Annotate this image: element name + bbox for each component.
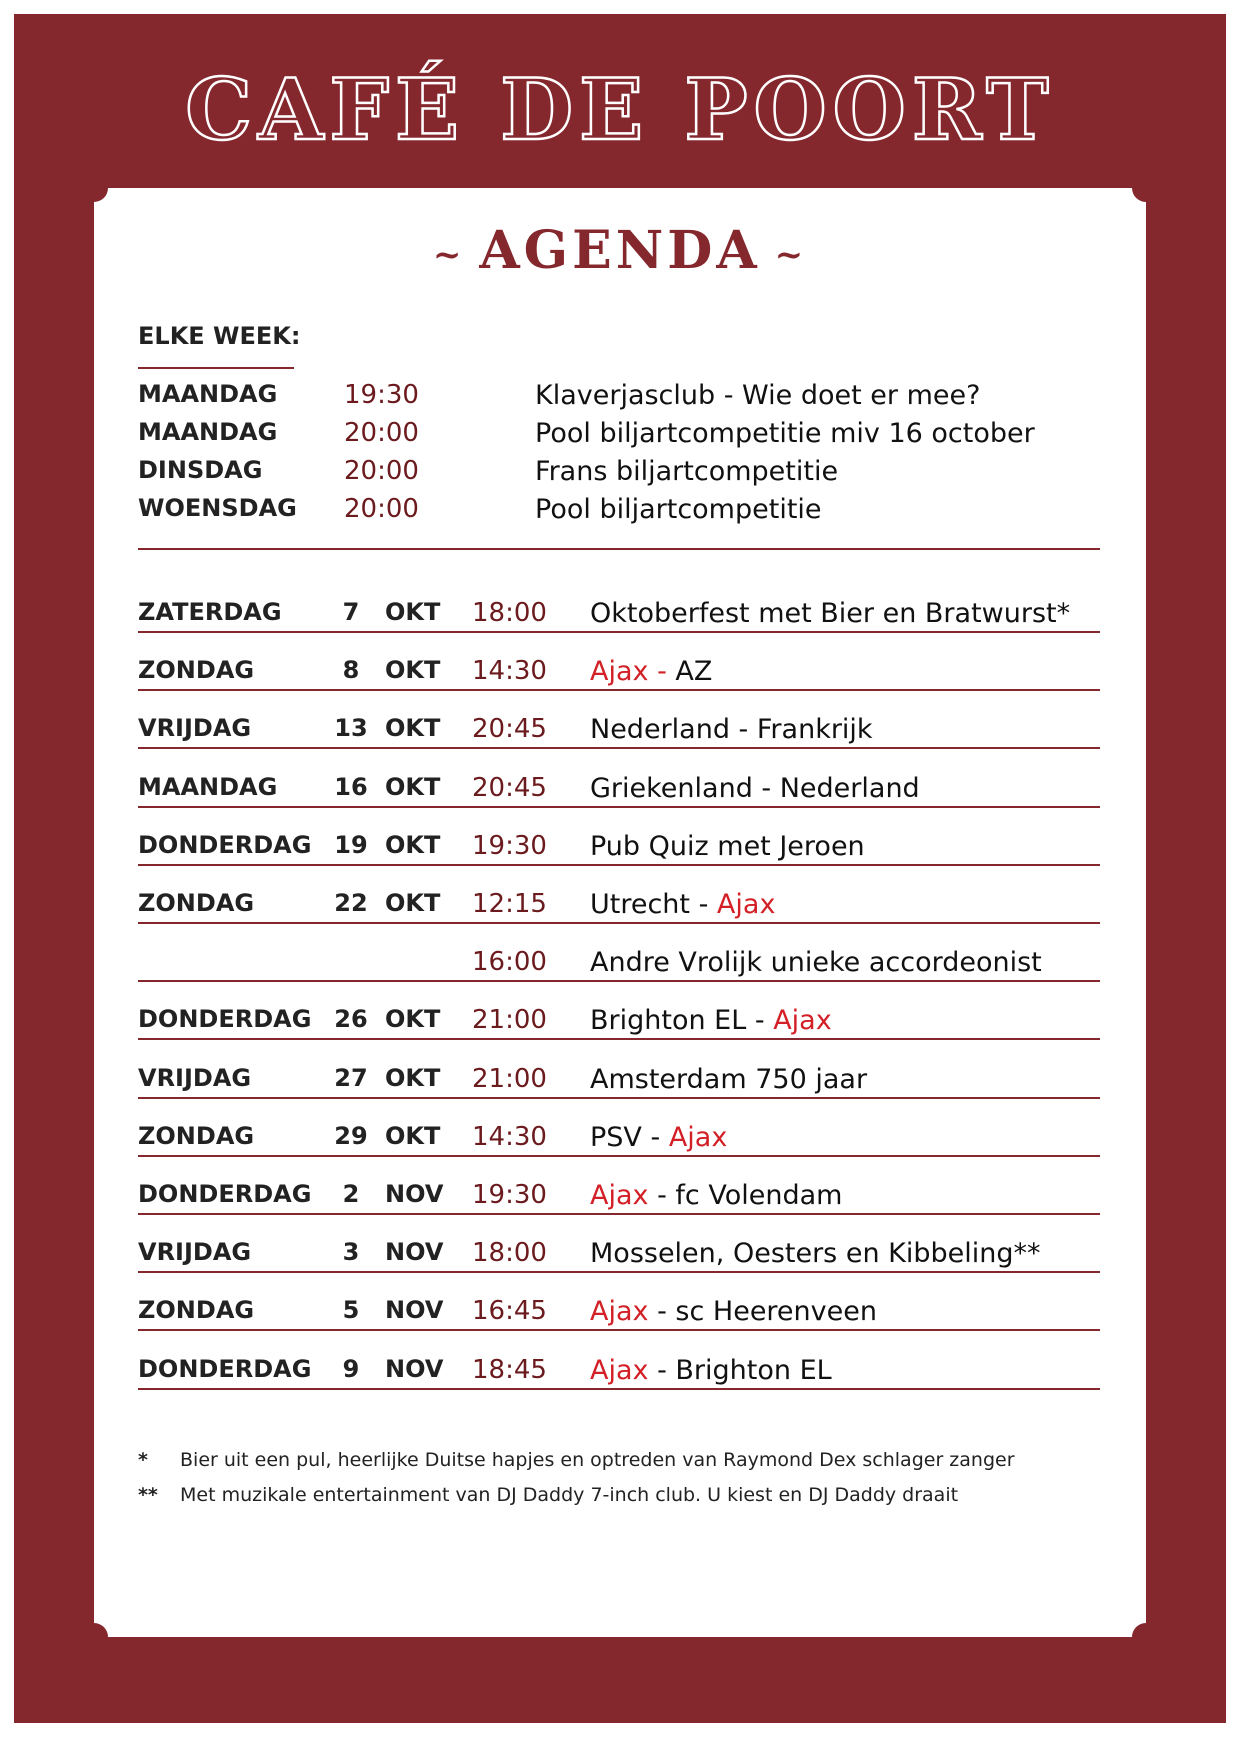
event-month: NOV [385,1355,444,1383]
event-title [590,773,920,804]
team-highlight: Ajax [590,1180,649,1211]
event-title [590,714,873,745]
event-title [590,947,1042,978]
team-highlight: Ajax [668,1122,728,1153]
event-day: MAANDAG [138,773,278,801]
corner-notch [80,1623,108,1651]
event-divider [138,922,1100,924]
event-time: 20:45 [472,714,547,744]
event-month: OKT [385,656,441,684]
event-row [0,1180,1240,1240]
event-divider [138,1038,1100,1040]
corner-notch [1132,1623,1160,1651]
event-day: VRIJDAG [138,1064,252,1092]
weekly-activity: Pool biljartcompetitie miv 16 october [535,418,1035,449]
team-highlight: Ajax [590,1296,649,1327]
event-day: ZONDAG [138,656,255,684]
weekly-time: 20:00 [344,494,419,524]
event-row [0,1355,1240,1415]
event-day: DONDERDAG [138,831,312,859]
event-divider [138,747,1100,749]
agenda-title: AGENDA [479,220,761,281]
footnote-mark: * [138,1449,148,1471]
event-day: VRIJDAG [138,714,252,742]
event-month: OKT [385,714,441,742]
weekly-day: WOENSDAG [138,494,297,522]
event-time: 21:00 [472,1005,547,1035]
tilde-ornament: ~ [432,234,466,275]
weekly-time: 20:00 [344,456,419,486]
event-title [590,831,865,862]
event-row [0,889,1240,949]
event-text: Brighton EL - [590,1005,774,1036]
weekly-day: MAANDAG [138,380,278,408]
event-row [0,773,1240,833]
event-title [590,1122,727,1153]
event-row [0,1238,1240,1298]
corner-notch [80,174,108,202]
event-month: OKT [385,889,441,917]
weekly-time: 19:30 [344,380,419,410]
event-month: NOV [385,1180,444,1208]
weekly-underline [138,367,294,369]
event-time: 19:30 [472,831,547,861]
event-row [0,714,1240,774]
event-divider [138,1388,1100,1390]
agenda-heading [0,220,1240,281]
event-row [0,1296,1240,1356]
event-time: 20:45 [472,773,547,803]
event-month: OKT [385,598,441,626]
event-text: Griekenland - Nederland [590,773,920,804]
event-divider [138,864,1100,866]
event-divider [138,1097,1100,1099]
event-date: 22 [334,889,368,917]
cafe-title: CAFÉ DE POORT [185,60,1055,159]
event-date: 8 [342,656,360,684]
event-date: 19 [334,831,368,859]
event-day: DONDERDAG [138,1005,312,1033]
event-title [590,656,712,687]
event-title [590,1238,1040,1269]
event-date: 13 [334,714,368,742]
event-month: OKT [385,831,441,859]
team-highlight: Ajax [590,1355,649,1386]
event-time: 14:30 [472,656,547,686]
footnote-text: Bier uit een pul, heerlijke Duitse hapjes en optreden van Raymond Dex schlager zanger [180,1449,1015,1471]
event-divider [138,1271,1100,1273]
weekly-row [0,380,1240,420]
event-text: - fc Volendam [648,1180,843,1211]
event-text: PSV - [590,1122,669,1153]
event-date: 2 [342,1180,360,1208]
event-text: Andre Vrolijk unieke accordeonist [590,947,1042,978]
team-highlight: Ajax - [590,656,676,687]
event-text: Nederland - Frankrijk [590,714,873,745]
event-date: 29 [334,1122,368,1150]
event-text: - sc Heerenveen [648,1296,877,1327]
event-date: 7 [342,598,360,626]
weekly-activity: Frans biljartcompetitie [535,456,839,487]
event-time: 14:30 [472,1122,547,1152]
event-month: OKT [385,1005,441,1033]
footnote [138,1449,1015,1471]
event-date: 16 [334,773,368,801]
event-date: 5 [342,1296,360,1324]
weekly-row [0,494,1240,534]
event-month: OKT [385,773,441,801]
event-divider [138,631,1100,633]
event-divider [138,1155,1100,1157]
weekly-row [0,456,1240,496]
event-divider [138,1213,1100,1215]
event-row [0,947,1240,1007]
event-title [590,1180,842,1211]
event-day: ZONDAG [138,889,255,917]
weekly-activity: Klaverjasclub - Wie doet er mee? [535,380,981,411]
event-text: Utrecht - [590,889,717,920]
event-text: Pub Quiz met Jeroen [590,831,865,862]
event-time: 19:30 [472,1180,547,1210]
weekly-time: 20:00 [344,418,419,448]
team-highlight: Ajax [716,889,776,920]
weekly-day: DINSDAG [138,456,263,484]
event-date: 3 [342,1238,360,1266]
event-text: Mosselen, Oesters en Kibbeling** [590,1238,1041,1269]
weekly-day: MAANDAG [138,418,278,446]
corner-notch [1132,174,1160,202]
event-time: 16:00 [472,947,547,977]
event-title [590,1005,832,1036]
weekly-heading: ELKE WEEK: [138,322,301,350]
event-date: 9 [342,1355,360,1383]
event-time: 18:00 [472,1238,547,1268]
event-time: 12:15 [472,889,547,919]
event-day: ZONDAG [138,1296,255,1324]
event-row [0,1064,1240,1124]
event-text: AZ [675,656,713,687]
event-row [0,598,1240,658]
event-row [0,1005,1240,1065]
event-day: DONDERDAG [138,1355,312,1383]
event-day: VRIJDAG [138,1238,252,1266]
weekly-activity: Pool biljartcompetitie [535,494,822,525]
event-title [590,889,775,920]
event-text: Amsterdam 750 jaar [590,1064,868,1095]
team-highlight: Ajax [773,1005,832,1036]
event-day: DONDERDAG [138,1180,312,1208]
weekly-row [0,418,1240,458]
event-title [590,1064,867,1095]
footnote-text: Met muzikale entertainment van DJ Daddy 7-inch club. U kiest en DJ Daddy draait [180,1484,959,1506]
event-month: OKT [385,1122,441,1150]
event-row [0,656,1240,716]
event-divider [138,1329,1100,1331]
event-day: ZONDAG [138,1122,255,1150]
event-row [0,831,1240,891]
event-text: Oktoberfest met Bier en Bratwurst* [590,598,1071,629]
event-text: - Brighton EL [648,1355,832,1386]
tilde-ornament: ~ [774,234,808,275]
footnote [138,1484,958,1506]
event-month: NOV [385,1238,444,1266]
event-divider [138,689,1100,691]
event-title [590,1296,877,1327]
event-time: 18:45 [472,1355,547,1385]
event-month: OKT [385,1064,441,1092]
event-divider [138,806,1100,808]
event-month: NOV [385,1296,444,1324]
event-date: 27 [334,1064,368,1092]
event-time: 18:00 [472,598,547,628]
event-divider [138,980,1100,982]
event-time: 21:00 [472,1064,547,1094]
weekly-divider [138,548,1100,550]
event-date: 26 [334,1005,368,1033]
footnote-mark: ** [138,1484,158,1506]
event-title [590,598,1070,629]
event-row [0,1122,1240,1182]
event-time: 16:45 [472,1296,547,1326]
event-title [590,1355,832,1386]
event-day: ZATERDAG [138,598,282,626]
